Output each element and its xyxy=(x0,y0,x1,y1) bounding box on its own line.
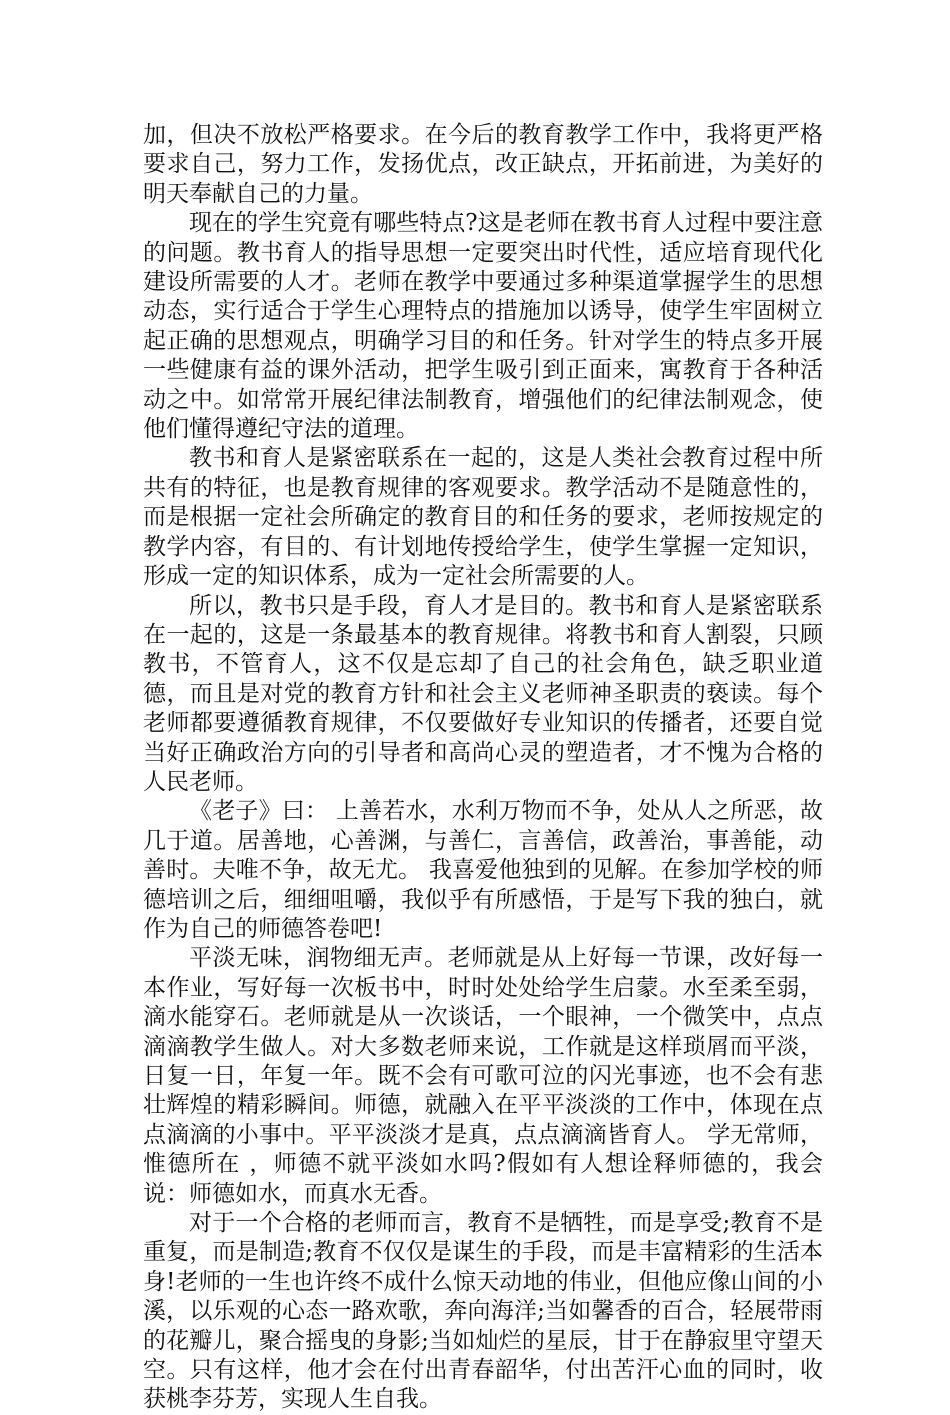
paragraph-2: 现在的学生究竟有哪些特点?这是老师在教书育人过程中要注意的问题。教书育人的指导思想一定要突出时代性，适应培育现代化建设所需要的人才。老师在教学中要通过多种渠道掌握学生的思想动态，实行适合于学生心理特点的措施加以诱导，使学生牢固树立起正确的思想观点，明确学习目的和任务。针对学生的特点多开展一些健康有益的课外活动，把学生吸引到正面来，寓教育于各种活动之中。如常常开展纪律法制教育，增强他们的纪律法制观念，使他们懂得遵纪守法的道理。 xyxy=(143,210,823,443)
paragraph-5: 《老子》曰： 上善若水，水利万物而不争，处从人之所恶，故几于道。居善地，心善渊，与善仁，言善信，政善治，事善能，动善时。夫唯不争，故无尤。 我喜爱他独到的见解。在参加学校的师德培训之后，细细咀嚼，我似乎有所感悟，于是写下我的独白，就作为自己的师德答卷吧! xyxy=(143,798,823,942)
paragraph-7: 对于一个合格的老师而言，教育不是牺牲，而是享受;教育不是重复，而是制造;教育不仅仅是谋生的手段，而是丰富精彩的生活本身!老师的一生也许终不成什么惊天动地的伟业，但他应像山间的小溪，以乐观的心态一路欢歌，奔向海洋;当如馨香的百合，轻展带雨的花瓣儿，聚合摇曳的身影;当如灿烂的星辰，甘于在静寂里守望天空。只有这样，他才会在付出青春韶华，付出苦汗心血的同时，收获桃李芬芳，实现人生自我。 xyxy=(143,1210,823,1413)
paragraph-4: 所以，教书只是手段，育人才是目的。教书和育人是紧密联系在一起的，这是一条最基本的教育规律。将教书和育人割裂，只顾教书，不管育人，这不仅是忘却了自己的社会角色，缺乏职业道德，而且是对党的教育方针和社会主义老师神圣职责的亵读。每个老师都要遵循教育规律，不仅要做好专业知识的传播者，还要自觉当好正确政治方向的引导者和高尚心灵的塑造者，才不愧为合格的人民老师。 xyxy=(143,592,823,795)
paragraph-6: 平淡无味，润物细无声。老师就是从上好每一节课，改好每一本作业，写好每一次板书中，时时处处给学生启蒙。水至柔至弱，滴水能穿石。老师就是从一次谈话，一个眼神，一个微笑中，点点滴滴教学生做人。对大多数老师来说，工作就是这样琐屑而平淡，日复一日，年复一年。既不会有可歌可泣的闪光事迹，也不会有悲壮辉煌的精彩瞬间。师德，就融入在平平淡淡的工作中，体现在点点滴滴的小事中。平平淡淡才是真，点点滴滴皆育人。 学无常师，惟德所在 ，师德不就平淡如水吗?假如有人想诠释师德的，我会说：师德如水，而真水无香。 xyxy=(143,945,823,1207)
paragraph-1: 加，但决不放松严格要求。在今后的教育教学工作中，我将更严格要求自己，努力工作，发扬优点，改正缺点，开拓前进，为美好的明天奉献自己的力量。 xyxy=(143,122,823,207)
paragraph-3: 教书和育人是紧密联系在一起的，这是人类社会教育过程中所共有的特征，也是教育规律的客观要求。教学活动不是随意性的，而是根据一定社会所确定的教育目的和任务的要求，老师按规定的教学内容，有目的、有计划地传授给学生，使学生掌握一定知识，形成一定的知识体系，成为一定社会所需要的人。 xyxy=(143,445,823,590)
document-page xyxy=(143,121,823,1415)
